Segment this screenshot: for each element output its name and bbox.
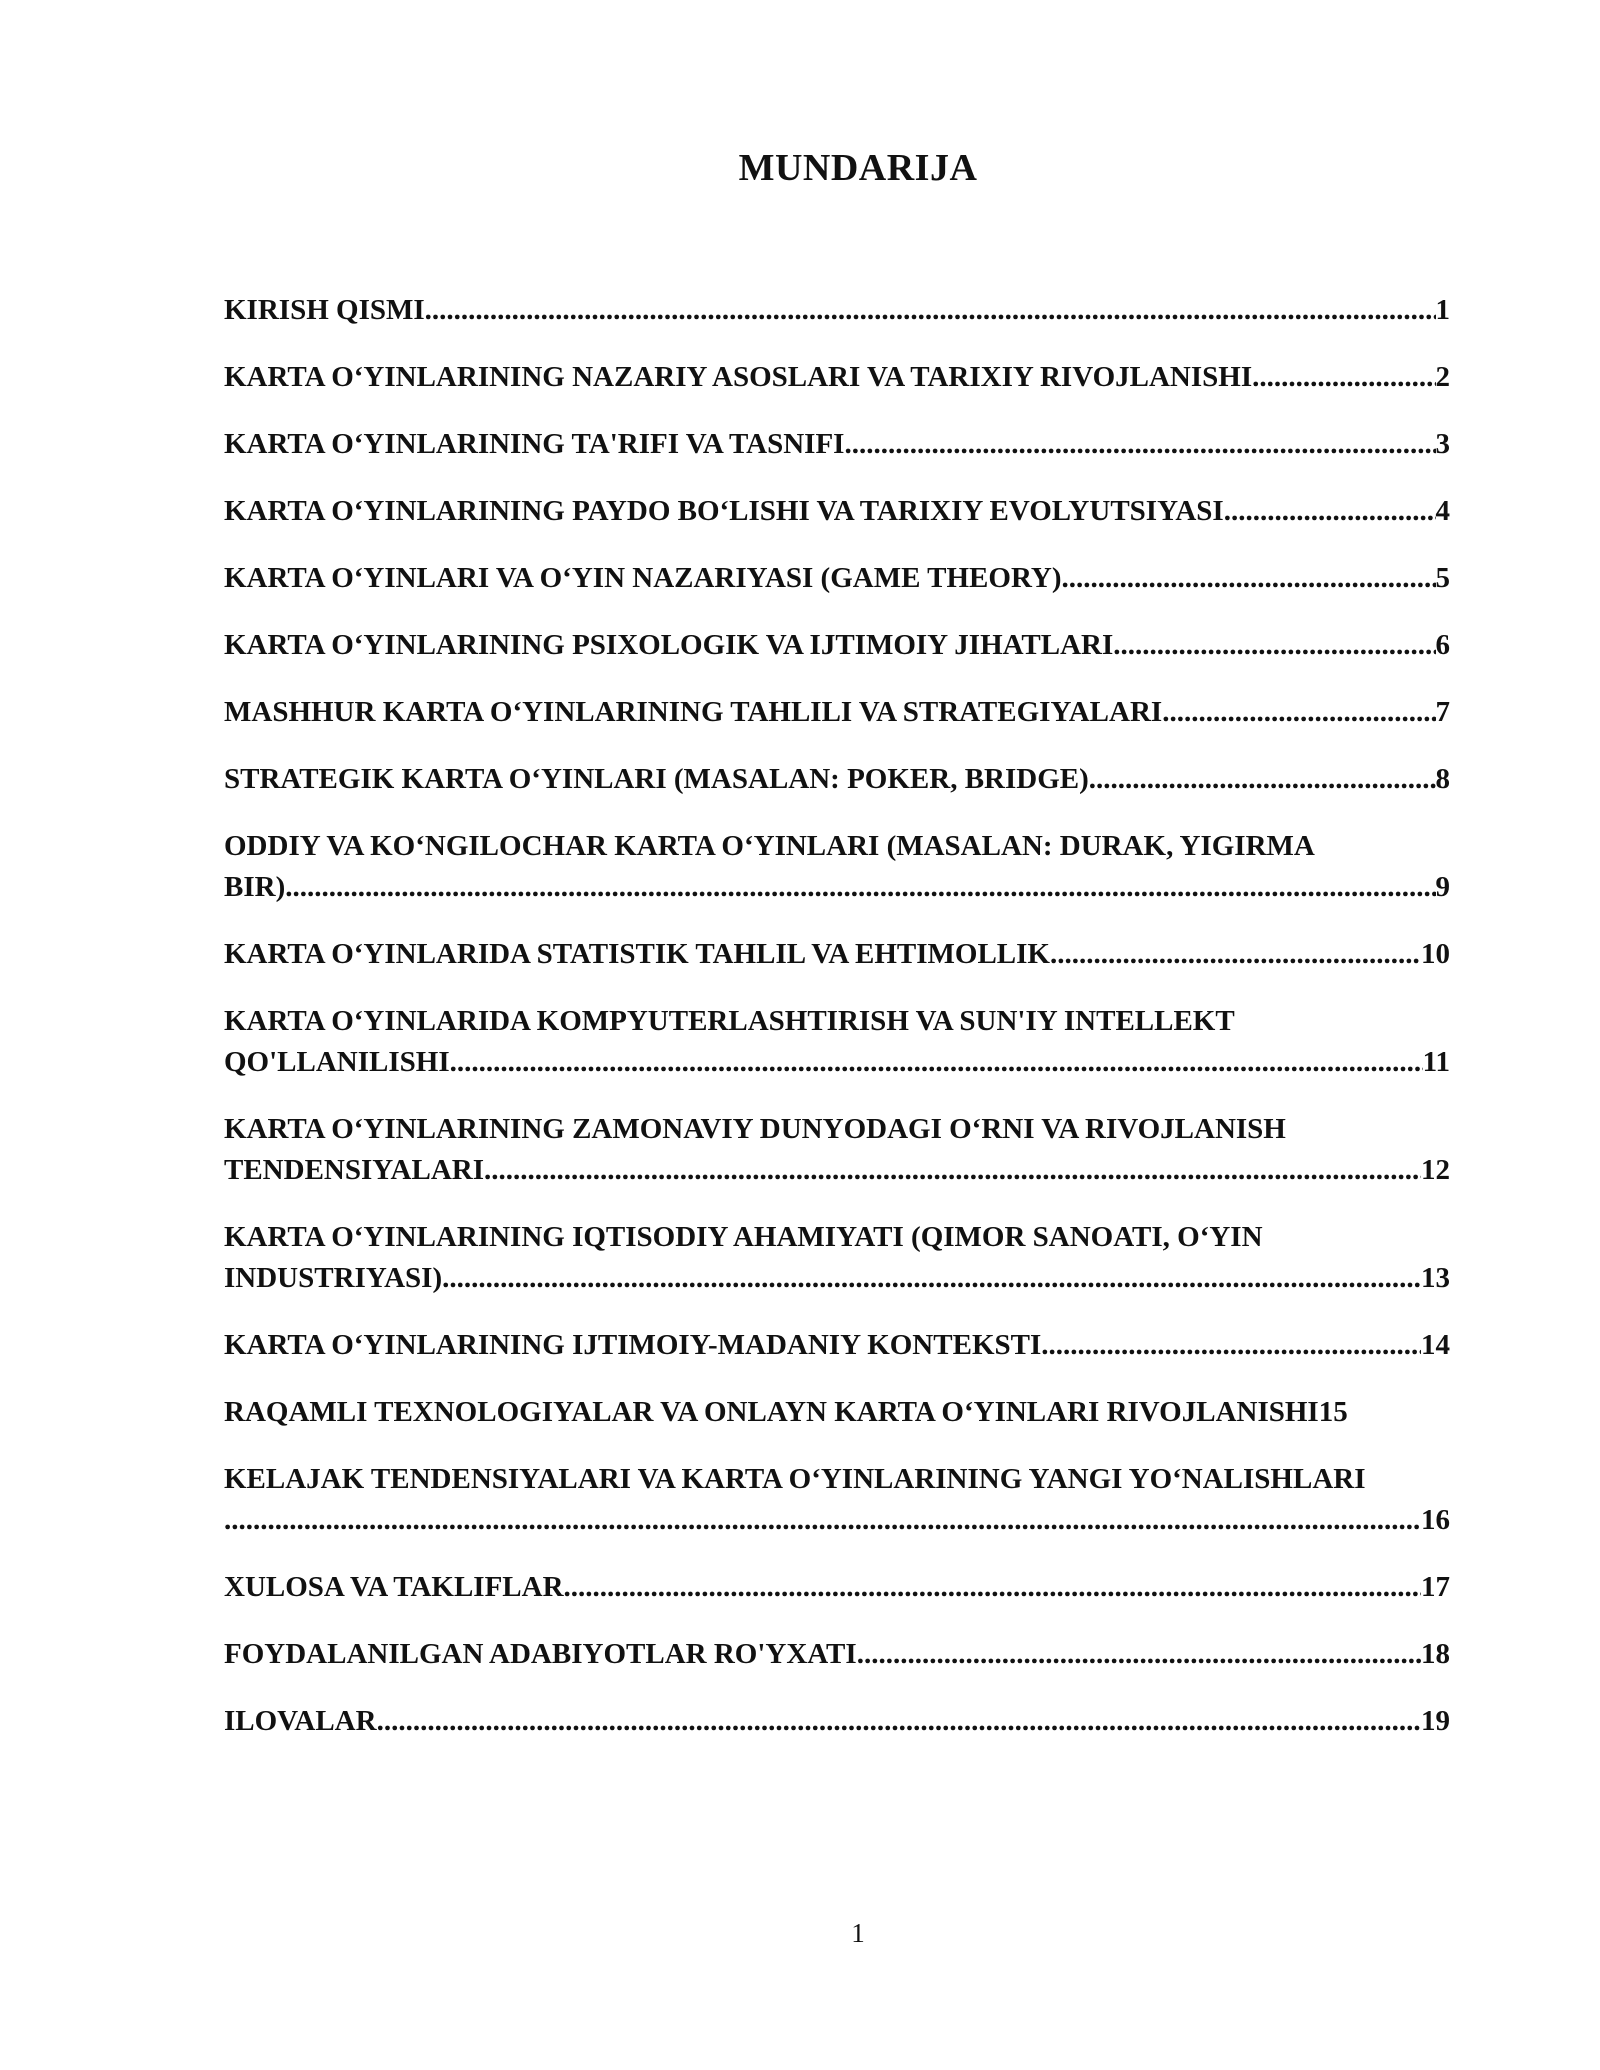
toc-leader-dots [1224, 491, 1436, 532]
toc-entry[interactable] [224, 1217, 1450, 1299]
toc-leader-dots [1252, 357, 1435, 398]
toc-entry-page: 19 [1421, 1705, 1450, 1737]
toc-leader-dots [442, 1258, 1421, 1299]
page-number: 1 [851, 1918, 865, 1948]
toc-leader-dots [857, 1634, 1421, 1675]
toc-entry-page: 8 [1435, 763, 1450, 795]
toc-entry-page: 16 [1421, 1504, 1450, 1536]
toc-entry-title: XULOSA VA TAKLIFLAR [224, 1571, 564, 1603]
toc-entry-page: 10 [1421, 938, 1450, 970]
toc-entry-title-line1: KELAJAK TENDENSIYALARI VA KARTA O‘YINLARINING YANGI YO‘NALISHLARI [224, 1463, 1366, 1495]
toc-entry[interactable] [224, 290, 1450, 331]
toc-entry-title: KARTA O‘YINLARIDA STATISTIK TAHLIL VA EHTIMOLLIK [224, 938, 1050, 970]
toc-entry-title: MASHHUR KARTA O‘YINLARINING TAHLILI VA STRATEGIYALARI [224, 696, 1163, 728]
toc-entry-title: KARTA O‘YINLARI VA O‘YIN NAZARIYASI (GAME THEORY) [224, 562, 1062, 594]
toc-entry-page: 2 [1435, 361, 1450, 393]
toc-entry-title: FOYDALANILGAN ADABIYOTLAR RO'YXATI [224, 1638, 857, 1670]
toc-leader-dots [285, 867, 1435, 908]
toc-leader-dots [450, 1042, 1423, 1083]
toc-entry[interactable] [224, 1567, 1450, 1608]
toc-entry[interactable] [224, 424, 1450, 465]
toc-entry-page: 15 [1318, 1396, 1348, 1428]
toc-entry-title: RAQAMLI TEXNOLOGIYALAR VA ONLAYN KARTA O‘YINLARI RIVOJLANISHI [224, 1396, 1319, 1428]
toc-leader-dots [844, 424, 1435, 465]
toc-entry-page: 3 [1435, 428, 1450, 460]
toc-entry-title: TENDENSIYALARI [224, 1154, 485, 1186]
toc-entry[interactable] [224, 1109, 1450, 1191]
toc-entry-page: 11 [1422, 1046, 1450, 1078]
toc-leader-dots [377, 1701, 1421, 1742]
toc-leader-dots [1089, 759, 1436, 800]
toc-leader-dots [1162, 692, 1435, 733]
toc-entry[interactable] [224, 934, 1450, 975]
toc-entry-page: 14 [1421, 1329, 1450, 1361]
toc-leader-dots [484, 1150, 1421, 1191]
toc-entry[interactable] [224, 491, 1450, 532]
toc-entry[interactable] [224, 826, 1450, 908]
toc-leader-dots [1041, 1325, 1421, 1366]
toc-entry[interactable] [224, 625, 1450, 666]
toc-entry[interactable] [224, 357, 1450, 398]
toc-entry-title-line1: ODDIY VA KO‘NGILOCHAR KARTA O‘YINLARI (MASALAN: DURAK, YIGIRMA [224, 830, 1315, 862]
toc-leader-dots [224, 1500, 1421, 1541]
toc-entry-title-line1: KARTA O‘YINLARIDA KOMPYUTERLASHTIRISH VA SUN'IY INTELLEKT [224, 1005, 1235, 1037]
toc-entry-title: KIRISH QISMI [224, 294, 425, 326]
toc-entry-page: 7 [1435, 696, 1450, 728]
toc-leader-dots [425, 290, 1436, 331]
toc-entry-page: 12 [1421, 1154, 1450, 1186]
toc-entry-page: 9 [1435, 871, 1450, 903]
toc-entry-title: QO'LLANILISHI [224, 1046, 450, 1078]
page-title: MUNDARIJA [738, 147, 978, 189]
toc-entry-title-line1: KARTA O‘YINLARINING ZAMONAVIY DUNYODAGI O‘RNI VA RIVOJLANISH [224, 1113, 1286, 1145]
toc-entry-title: KARTA O‘YINLARINING NAZARIY ASOSLARI VA TARIXIY RIVOJLANISHI [224, 361, 1253, 393]
toc-entry[interactable] [224, 1634, 1450, 1675]
toc-entry-page: 4 [1435, 495, 1450, 527]
toc-leader-dots [564, 1567, 1421, 1608]
toc-entry-title: INDUSTRIYASI) [224, 1262, 443, 1294]
toc-entry[interactable] [224, 1701, 1450, 1742]
toc-entry-title: ILOVALAR [224, 1705, 377, 1737]
toc-entry[interactable] [224, 1392, 1450, 1433]
toc-entry-title: KARTA O‘YINLARINING TA'RIFI VA TASNIFI [224, 428, 845, 460]
toc-entry[interactable] [224, 558, 1450, 599]
toc-entry-title: KARTA O‘YINLARINING PAYDO BO‘LISHI VA TARIXIY EVOLYUTSIYASI [224, 495, 1224, 527]
toc-entry[interactable] [224, 759, 1450, 800]
toc-leader-dots [1113, 625, 1435, 666]
toc-entry[interactable] [224, 1459, 1450, 1541]
toc-entry-title: BIR) [224, 871, 286, 903]
toc-entry[interactable] [224, 692, 1450, 733]
toc-entry-page: 1 [1435, 294, 1450, 326]
toc-entry-title: KARTA O‘YINLARINING PSIXOLOGIK VA IJTIMOIY JIHATLARI [224, 629, 1114, 661]
toc-entry-page: 13 [1421, 1262, 1450, 1294]
toc-entry-page: 18 [1421, 1638, 1450, 1670]
toc-leader-dots [1050, 934, 1421, 975]
toc-entry-title: STRATEGIK KARTA O‘YINLARI (MASALAN: POKER, BRIDGE) [224, 763, 1089, 795]
toc-entry-page: 5 [1435, 562, 1450, 594]
toc-leader-dots [1061, 558, 1435, 599]
toc-entry[interactable] [224, 1325, 1450, 1366]
toc-entry-title: KARTA O‘YINLARINING IJTIMOIY-MADANIY KONTEKSTI [224, 1329, 1042, 1361]
toc-entry[interactable] [224, 1001, 1450, 1083]
toc-entry-page: 6 [1435, 629, 1450, 661]
toc-entry-title-line1: KARTA O‘YINLARINING IQTISODIY AHAMIYATI (QIMOR SANOATI, O‘YIN [224, 1221, 1263, 1253]
toc-entry-page: 17 [1421, 1571, 1450, 1603]
